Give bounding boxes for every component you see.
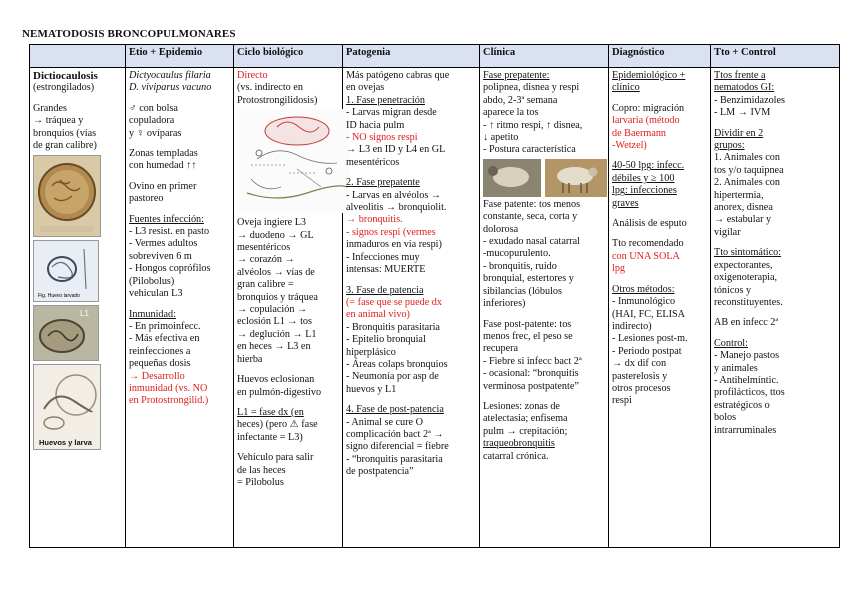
patogenia-line: - Infecciones muy bbox=[346, 251, 420, 263]
diagnostico-line: otros procesos bbox=[612, 382, 671, 394]
spacer bbox=[237, 444, 339, 452]
agent-name: Dictiocaulosis bbox=[33, 70, 98, 82]
patogenia-cell bbox=[343, 68, 480, 548]
grandes-line-2: → tráquea y bbox=[33, 115, 84, 127]
etio-line: D. viviparus vacuno bbox=[129, 82, 212, 94]
clinica-line: Lesiones: zonas de bbox=[483, 400, 560, 412]
summary-table bbox=[29, 44, 840, 548]
ciclo-line: en heces → L3 en bbox=[237, 341, 311, 353]
patogenia-line: - Larvas migran desde bbox=[346, 107, 437, 119]
patogenia-line: 3. Fase de patencia bbox=[346, 284, 424, 296]
ciclo-line: Vehículo para salir bbox=[237, 452, 314, 464]
diagnostico-line: Otros métodos: bbox=[612, 283, 675, 295]
diagnostico-line: clínico bbox=[612, 82, 640, 94]
patogenia-line: 1. Fase penetración bbox=[346, 94, 425, 106]
ciclo-line: → duodeno → GL bbox=[237, 229, 314, 241]
clinica-line: constante, seca, corta y bbox=[483, 211, 578, 223]
etio-line: → Desarrollo bbox=[129, 370, 185, 382]
tto-line: 1. Animales con bbox=[714, 152, 780, 164]
diagnostico-line: Tto recomendado bbox=[612, 238, 684, 250]
header-tto: Tto + Control bbox=[711, 45, 840, 68]
etio-line: Dictyocaulus filaria bbox=[129, 70, 211, 81]
spacer bbox=[237, 399, 339, 407]
etio-line: Fuentes infección: bbox=[129, 213, 204, 225]
patogenia-line: - Larvas en alvéolos → bbox=[346, 189, 442, 201]
tto-line: anorex, disnea bbox=[714, 202, 773, 214]
tto-line: estratégicos o bbox=[714, 399, 770, 411]
etio-line: pequeñas dosis bbox=[129, 358, 191, 370]
diagnostico-line: larvaria (método bbox=[612, 115, 680, 127]
tto-line: y animales bbox=[714, 362, 758, 374]
spacer bbox=[612, 230, 707, 238]
diagnostico-line: graves bbox=[612, 197, 639, 209]
header-diagnostico: Diagnóstico bbox=[609, 45, 711, 68]
patogenia-line: intensas: MUERTE bbox=[346, 264, 426, 276]
dictiocaulosis-row bbox=[30, 68, 840, 548]
etio-line: reinfecciones a bbox=[129, 345, 191, 357]
header-row bbox=[30, 45, 840, 68]
patogenia-line: signo diferencial = fiebre bbox=[346, 441, 449, 453]
ciclo-top-line: Protostrongilidosis) bbox=[237, 94, 318, 106]
header-clinica: Clínica bbox=[480, 45, 609, 68]
patogenia-line: → L3 en ID y L4 en GL bbox=[346, 144, 446, 156]
patogenia-line: - Epitelio bronquial bbox=[346, 334, 426, 346]
tto-line: grupos: bbox=[714, 140, 745, 152]
etio-line: con humedad ↑↑ bbox=[129, 160, 197, 172]
header-ciclo: Ciclo biológico bbox=[234, 45, 343, 68]
eggs-larva-caption: Huevos y larva bbox=[39, 438, 92, 448]
patogenia-line: → bronquitis. bbox=[346, 214, 403, 226]
spacer bbox=[714, 330, 836, 338]
ciclo-line: eclosión L1 → tos bbox=[237, 316, 312, 328]
spacer bbox=[129, 206, 230, 214]
patogenia-line: (= fase que se puede dx bbox=[346, 296, 442, 308]
life-cycle-diagram bbox=[237, 109, 349, 213]
diagnostico-line: Epidemiológico + bbox=[612, 70, 686, 81]
petri-dish-photo bbox=[33, 155, 101, 237]
spacer bbox=[612, 95, 707, 103]
etio-line: Inmunidad: bbox=[129, 308, 176, 320]
ciclo-top-line: Directo bbox=[237, 70, 268, 81]
patogenia-line: - Áreas colaps bronquios bbox=[346, 358, 448, 370]
spacer bbox=[346, 169, 476, 177]
patogenia-line: - Neumonía por asp de bbox=[346, 371, 439, 383]
spacer bbox=[714, 120, 836, 128]
clinica-line: - ocasional: “bronquitis bbox=[483, 368, 579, 380]
clinica-top-line: polipnea, disnea y respi bbox=[483, 82, 580, 94]
ciclo-top-line: (vs. indirecto en bbox=[237, 82, 303, 94]
tto-line: Tto sintomático: bbox=[714, 247, 782, 259]
diagnostico-line: -Wetzel) bbox=[612, 140, 647, 152]
clinica-line: - bronquitis, ruido bbox=[483, 260, 557, 272]
spacer bbox=[612, 152, 707, 160]
diagnostico-line: con UNA SOLA bbox=[612, 250, 680, 262]
tto-line: bolos bbox=[714, 412, 737, 424]
etio-line: - L3 resist. en pasto bbox=[129, 226, 210, 238]
spacer bbox=[129, 140, 230, 148]
clinica-line: dolorosa bbox=[483, 223, 519, 235]
tto-line: 2. Animales con bbox=[714, 177, 780, 189]
micrograph-caption: Fig. Huevo larvado bbox=[38, 293, 80, 300]
clinica-line: - Fiebre si infecc bact 2ª bbox=[483, 355, 582, 367]
patogenia-line: - NO signos respi bbox=[346, 132, 418, 144]
ciclo-line: L1 = fase dx (en bbox=[237, 406, 304, 418]
ciclo-line: bronquios y tráquea bbox=[237, 291, 318, 303]
tto-line: profilácticos, ttos bbox=[714, 387, 785, 399]
etio-line: Zonas templadas bbox=[129, 148, 198, 160]
ciclo-line: infectante = L3) bbox=[237, 431, 303, 443]
clinica-top-line: ↓ apetito bbox=[483, 132, 519, 144]
etio-line: sobreviven 6 m bbox=[129, 250, 192, 262]
patogenia-line: alveolitis → bronquiolit. bbox=[346, 202, 447, 214]
ciclo-line: mesentéricos bbox=[237, 242, 291, 254]
etio-line: ♂ con bolsa bbox=[129, 102, 178, 114]
patogenia-line: ID hacia pulm bbox=[346, 119, 405, 131]
etio-line: (Pilobolus) bbox=[129, 275, 175, 287]
diagnostico-line: pasterelosis y bbox=[612, 370, 668, 382]
diagnostico-line: Copro: migración bbox=[612, 102, 685, 114]
clinica-top-line: - ↑ ritmo respi, ↑ disnea, bbox=[483, 119, 583, 131]
tto-line: nematodos GI: bbox=[714, 82, 775, 94]
clinica-line: sibilancias (lóbulos bbox=[483, 285, 562, 297]
diagnostico-line: débiles y ≥ 100 bbox=[612, 172, 675, 184]
egg-micrograph bbox=[33, 305, 99, 361]
clinica-top-line: abdo, 2-3ª semana bbox=[483, 94, 558, 106]
clinica-top-line: aparece la tos bbox=[483, 107, 539, 119]
tto-line: - Antihelmíntic. bbox=[714, 374, 779, 386]
grandes-line-1: Grandes bbox=[33, 102, 67, 114]
patogenia-line: 2. Fase prepatente bbox=[346, 177, 420, 189]
spacer bbox=[129, 173, 230, 181]
diagnostico-line: de Baermann bbox=[612, 127, 667, 139]
patogenia-line: 4. Fase de post-patencia bbox=[346, 404, 444, 416]
spacer bbox=[714, 239, 836, 247]
clinica-top-line: Fase prepatente: bbox=[483, 70, 550, 81]
patogenia-line: mesentéricos bbox=[346, 156, 400, 168]
spacer bbox=[129, 95, 230, 103]
patogenia-line: Más patógeno cabras que bbox=[346, 70, 450, 81]
ciclo-line: hierba bbox=[237, 353, 263, 365]
tto-line: - LM → IVM bbox=[714, 107, 771, 119]
etio-line: vehiculan L3 bbox=[129, 288, 183, 300]
ciclo-line: → copulación → bbox=[237, 304, 308, 316]
spacer bbox=[714, 309, 836, 317]
tto-line: expectorantes, bbox=[714, 259, 773, 271]
clinica-line: bronquial, estertores y bbox=[483, 273, 574, 285]
diagnostico-line: 40-50 lpg: infecc. bbox=[612, 160, 685, 172]
spacer bbox=[612, 276, 707, 284]
ciclo-line: Huevos eclosionan bbox=[237, 374, 315, 386]
diagnostico-line: → dx dif con bbox=[612, 358, 667, 370]
diagnostico-cell bbox=[609, 68, 711, 548]
clinica-line: atelectasia; enfisema bbox=[483, 413, 568, 425]
tto-line: - Manejo pastos bbox=[714, 350, 780, 362]
ciclo-line: = Pilobolus bbox=[237, 476, 284, 488]
etio-line: - Vermes adultos bbox=[129, 238, 198, 250]
agent-sub: (estrongilados) bbox=[33, 82, 95, 94]
tto-line: Control: bbox=[714, 337, 748, 349]
ciclo-cell bbox=[234, 68, 343, 548]
ciclo-line: → deglución → L1 bbox=[237, 328, 317, 340]
clinica-top-line: - Postura característica bbox=[483, 144, 576, 156]
clinica-line: -mucopurulento. bbox=[483, 248, 551, 260]
header-patogenia: Patogenia bbox=[343, 45, 480, 68]
etio-line: - Hongos coprófilos bbox=[129, 263, 211, 275]
tto-line: intrarruminales bbox=[714, 424, 777, 436]
ciclo-line: gran calibre = bbox=[237, 279, 294, 291]
diagnostico-line: respi bbox=[612, 395, 632, 407]
tto-line: hipertermia, bbox=[714, 189, 764, 201]
etio-line: inmunidad (vs. NO bbox=[129, 382, 208, 394]
spacer bbox=[237, 366, 339, 374]
tto-line: → estabular y bbox=[714, 214, 772, 226]
ciclo-line: heces) (pero ⚠ fase bbox=[237, 419, 318, 431]
etio-line: en Protostrongilid.) bbox=[129, 395, 209, 407]
header-empty bbox=[30, 45, 126, 68]
grandes-line-3: bronquios (vías bbox=[33, 127, 97, 139]
diagnostico-line: - Inmunológico bbox=[612, 296, 676, 308]
spacer bbox=[483, 311, 605, 319]
clinica-line: Fase post-patente: tos bbox=[483, 318, 572, 330]
tto-line: - Benzimidazoles bbox=[714, 94, 786, 106]
ciclo-line: Oveja ingiere L3 bbox=[237, 217, 307, 229]
diagnostico-line: lpg: infecciones bbox=[612, 185, 677, 197]
tto-line: reconstituyentes. bbox=[714, 296, 783, 308]
diagnostico-line: Análisis de esputo bbox=[612, 218, 687, 230]
tto-line: oxigenoterapia, bbox=[714, 272, 778, 284]
clinica-line: traqueobronquitis bbox=[483, 438, 555, 450]
diagnostico-line: - Lesiones post-m. bbox=[612, 333, 688, 345]
clinica-line: inferiores) bbox=[483, 298, 526, 310]
diagnostico-line: lpg bbox=[612, 263, 626, 275]
spacer bbox=[483, 393, 605, 401]
diagnostico-line: - Periodo postpat bbox=[612, 345, 682, 357]
larva-micrograph bbox=[33, 240, 99, 302]
tto-cell bbox=[711, 68, 840, 548]
tto-line: vigilar bbox=[714, 226, 741, 238]
patogenia-line: - “bronquitis parasitaria bbox=[346, 453, 443, 465]
agent-cell bbox=[30, 68, 126, 548]
spacer bbox=[346, 277, 476, 285]
etio-cell bbox=[126, 68, 234, 548]
etio-line: pastoreo bbox=[129, 193, 164, 205]
sheep-posture-photo bbox=[483, 159, 607, 197]
clinica-cell bbox=[480, 68, 609, 548]
patogenia-line: hiperplásico bbox=[346, 346, 396, 358]
patogenia-line: - Animal se cure O bbox=[346, 416, 423, 428]
clinica-line: catarral crónica. bbox=[483, 450, 549, 462]
header-etio: Etio + Epidemio bbox=[126, 45, 234, 68]
patogenia-line: huevos y L1 bbox=[346, 383, 397, 395]
etio-line: copuladora bbox=[129, 115, 175, 127]
etio-line: - Más efectiva en bbox=[129, 333, 200, 345]
patogenia-line: inmaduros en vía respi) bbox=[346, 239, 442, 251]
tto-line: AB en infecc 2ª bbox=[714, 317, 779, 329]
etio-line: Ovino en primer bbox=[129, 180, 197, 192]
tto-line: Ttos frente a bbox=[714, 70, 766, 81]
etio-line: - En primoinfecc. bbox=[129, 320, 201, 332]
ciclo-line: → corazón → bbox=[237, 254, 295, 266]
diagnostico-line: indirecto) bbox=[612, 320, 652, 332]
diagnostico-line: (HAI, FC, ELISA bbox=[612, 308, 686, 320]
clinica-line: pulm → crepitación; bbox=[483, 425, 568, 437]
spacer bbox=[129, 301, 230, 309]
tto-line: tónicos y bbox=[714, 284, 752, 296]
clinica-line: menos frec, el peso se bbox=[483, 330, 573, 342]
eggs-and-larva-photo bbox=[33, 364, 101, 450]
ciclo-line: en pulmón-digestivo bbox=[237, 386, 322, 398]
grandes-line-4: de gran calibre) bbox=[33, 140, 97, 152]
tto-line: tos y/o taquipnea bbox=[714, 164, 784, 176]
patogenia-line: complicación bact 2ª → bbox=[346, 428, 444, 440]
clinica-line: verminosa postpatente” bbox=[483, 380, 579, 392]
patogenia-line: en animal vivo) bbox=[346, 309, 410, 321]
clinica-line: recupera bbox=[483, 343, 519, 355]
ciclo-line: alvéolos → vías de bbox=[237, 266, 315, 278]
patogenia-line: de postpatencia” bbox=[346, 466, 414, 478]
ciclo-line: de las heces bbox=[237, 464, 286, 476]
tto-line: Dividir en 2 bbox=[714, 127, 764, 139]
spacer bbox=[612, 210, 707, 218]
patogenia-line: en ovejas bbox=[346, 82, 385, 94]
page-title: NEMATODOSIS BRONCOPULMONARES bbox=[22, 28, 236, 40]
clinica-line: Fase patente: tos menos bbox=[483, 198, 581, 210]
etio-line: y ♀ ovíparas bbox=[129, 127, 182, 139]
spacer bbox=[346, 396, 476, 404]
clinica-line: - exudado nasal catarral bbox=[483, 236, 581, 248]
patogenia-line: - Bronquitis parasitaria bbox=[346, 321, 440, 333]
patogenia-line: - signos respi (vermes bbox=[346, 226, 436, 238]
egg-label-l1: L1 bbox=[80, 309, 89, 319]
